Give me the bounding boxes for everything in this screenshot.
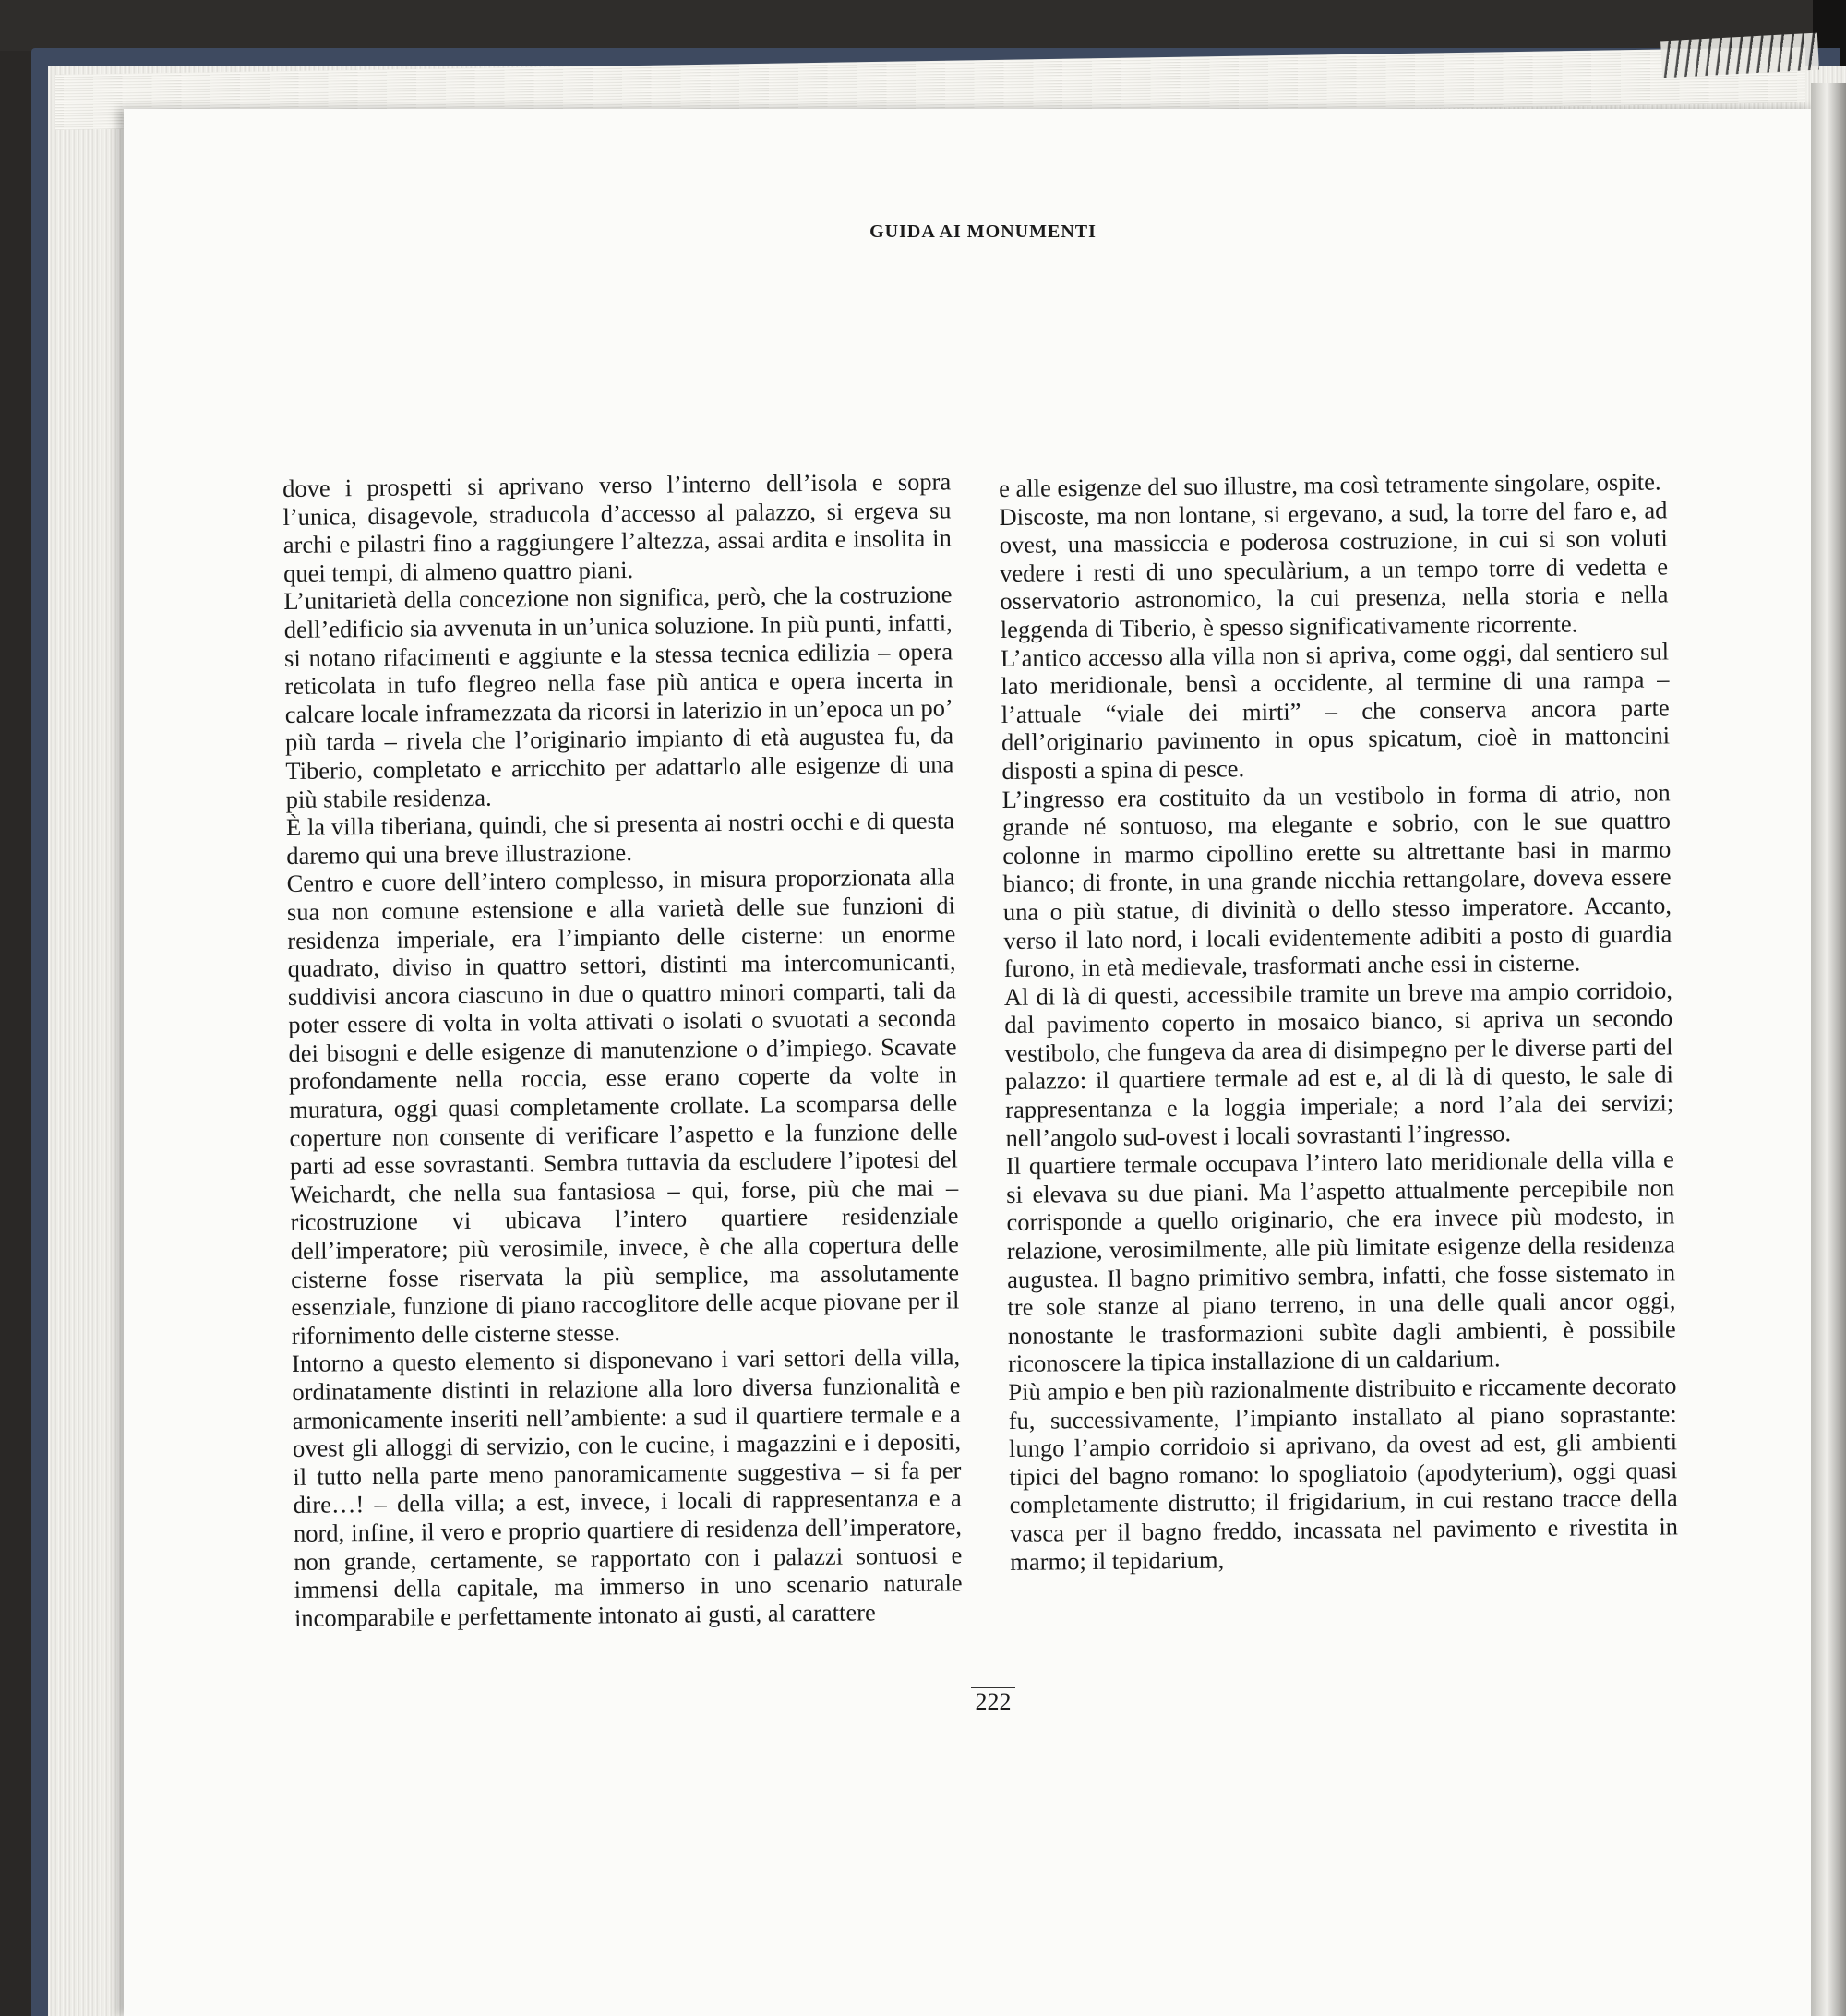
paragraph: Più ampio e ben più razionalmente distribuito e riccamente decorato fu, successivamente, l’impianto installato al piano soprastante: lungo l’ampio corridoio si aprivano, da ovest ad est, gli ambienti tipici del bagno romano: lo spogliatoio (apodyterium), oggi quasi completamente distrutto; il frigidarium, in cui restano tracce della vasca per il bagno freddo, incassata nel pavimento e rivestita in marmo; il tepidarium, [1008,1371,1679,1576]
paragraph: Il quartiere termale occupava l’intero lato meridionale della villa e si elevava su due piani. Ma l’aspetto attualmente percepibile non corrisponde a quello originario, che era invece più modesto, in relazione, verosimilmente, alle più limitate esigenze della residenza augustea. Il bagno primitivo sembra, infatti, che fosse sistemato in tre sole stanze al piano terreno, in una delle quali ancor oggi, nonostante le trasformazioni subìte dagli ambienti, è possibile riconoscere la tipica installazione di un caldarium. [1005,1145,1676,1378]
paragraph: Discoste, ma non lontane, si ergevano, a sud, la torre del faro e, ad ovest, una massiccia e poderosa costruzione, in cui si son voluti vedere i resti di uno speculàrium, a un tempo torre di vedetta e osservatorio astronomico, la cui presenza, nella storia e nella leggenda di Tiberio, è spesso significativamente ricorrente. [999,496,1669,643]
paragraph: Intorno a questo elemento si disponevano i vari settori della villa, ordinatamente distinti in relazione alla loro diversa funzionalità e armonicamente inseriti nell’ambiente: a sud il quartiere termale e a ovest gli alloggi di servizio, con le cucine, i magazzini e i depositi, il tutto nella parte meno panoramicamente suggestiva – si fa per dire…! – della villa; a est, invece, i locali di rappresentanza e a nord, infine, il vero e proprio quartiere di residenza dell’imperatore, non grande, certamente, se rapportato con i palazzi sontuosi e immensi della capitale, ma immerso in uno scenario naturale incomparabile e perfettamente intonato ai gusti, al carattere [291,1342,963,1632]
paragraph: L’unitarietà della concezione non significa, però, che la costruzione dell’edificio sia avvenuta in un’unica soluzione. In più punti, infatti, si notano rifacimenti e aggiunte e la stessa tecnica edilizia – opera reticolata in tufo flegreo nella fase più antica e opera incerta in calcare locale inframezzata da ricorsi in laterizio in un’epoca un po’ più tarda – rivela che l’originario impianto di età augustea fu, da Tiberio, completato e arricchito per adattarlo alle esigenze di una più stabile residenza. [283,580,954,813]
paragraph: dove i prospetti si aprivano verso l’interno dell’isola e sopra l’unica, disagevole, straducola d’accesso al palazzo, si ergeva su archi e pilastri fino a raggiungere l’altezza, assai ardita e insolita in quei tempi, di almeno quattro piani. [282,467,952,587]
paragraph: Al di là di questi, accessibile tramite un breve ma ampio corridoio, dal pavimento coperto in mosaico bianco, si apriva un secondo vestibolo, che fungeva da area di disimpegno per le diverse parti del palazzo: il quartiere termale ad est e, al di là di questo, le sale di rappresentanza e la loggia imperiale; a nord l’ala dei servizi; nell’angolo sud-ovest i locali sovrastanti l’ingresso. [1003,976,1674,1152]
background-top [0,0,1846,51]
paragraph: e alle esigenze del suo illustre, ma così tetramente singolare, ospite. [999,467,1661,502]
right-text-column [999,467,1678,1576]
paragraph: L’ingresso era costituito da un vestibolo in forma di atrio, non grande né sontuoso, ma elegante e sobrio, con le sue quattro colonne in marmo cipollino erette su altrettante basi in marmo bianco; di fronte, in una grande nicchia rettangolare, doveva essere una o più statue, di divinità o dello stesso imperatore. Accanto, verso il lato nord, i locali evidentemente adibiti a posto di guardia furono, in età medievale, trasformati anche essi in cisterne. [1001,777,1672,983]
paragraph: L’antico accesso alla villa non si apriva, come oggi, dal sentiero sul lato meridionale, bensì a occidente, al termine di una rampa – l’attuale “viale dei mirti” – che conserva ancora parte dell’originario pavimento in opus spicatum, cioè in mattoncini disposti a spina di pesce. [1000,636,1671,785]
paragraph: È la villa tiberiana, quindi, che si presenta ai nostri occhi e di questa daremo qui una breve illustrazione. [285,806,955,870]
page-number: 222 [971,1687,1015,1716]
page-gutter [1811,83,1846,2016]
paragraph: Centro e cuore dell’intero complesso, in misura proporzionata alla sua non comune estensione e alla varietà delle sue funzioni di residenza imperiale, era l’impianto delle cisterne: un enorme quadrato, diviso in quattro settori, distinti ma intercomunicanti, suddivisi ancora ciascuno in due o quattro minori comparti, tali da poter essere di volta in volta attivati o isolati o svuotati a seconda dei bisogni e delle esigenze di manutenzione o d’impiego. Scavate profondamente nella roccia, esse erano coperte da volte in muratura, oggi quasi completamente crollate. La scomparsa delle coperture non consente di verificare l’aspetto e la funzione delle parti ad esse sovrastanti. Sembra tuttavia da escludere l’ipotesi del Weichardt, che nella sua fantasiosa – qui, forse, più che mai – ricostruzione vi ubicava l’intero quartiere residenziale dell’imperatore; più verosimile, invece, è che alla copertura delle cisterne fosse riservata la più semplice, ma assolutamente essenziale, funzione di piano raccoglitore delle acque piovane per il rifornimento delle cisterne stesse. [286,862,960,1350]
running-head: GUIDA AI MONUMENTI [869,222,1097,242]
left-text-column [282,467,963,1632]
